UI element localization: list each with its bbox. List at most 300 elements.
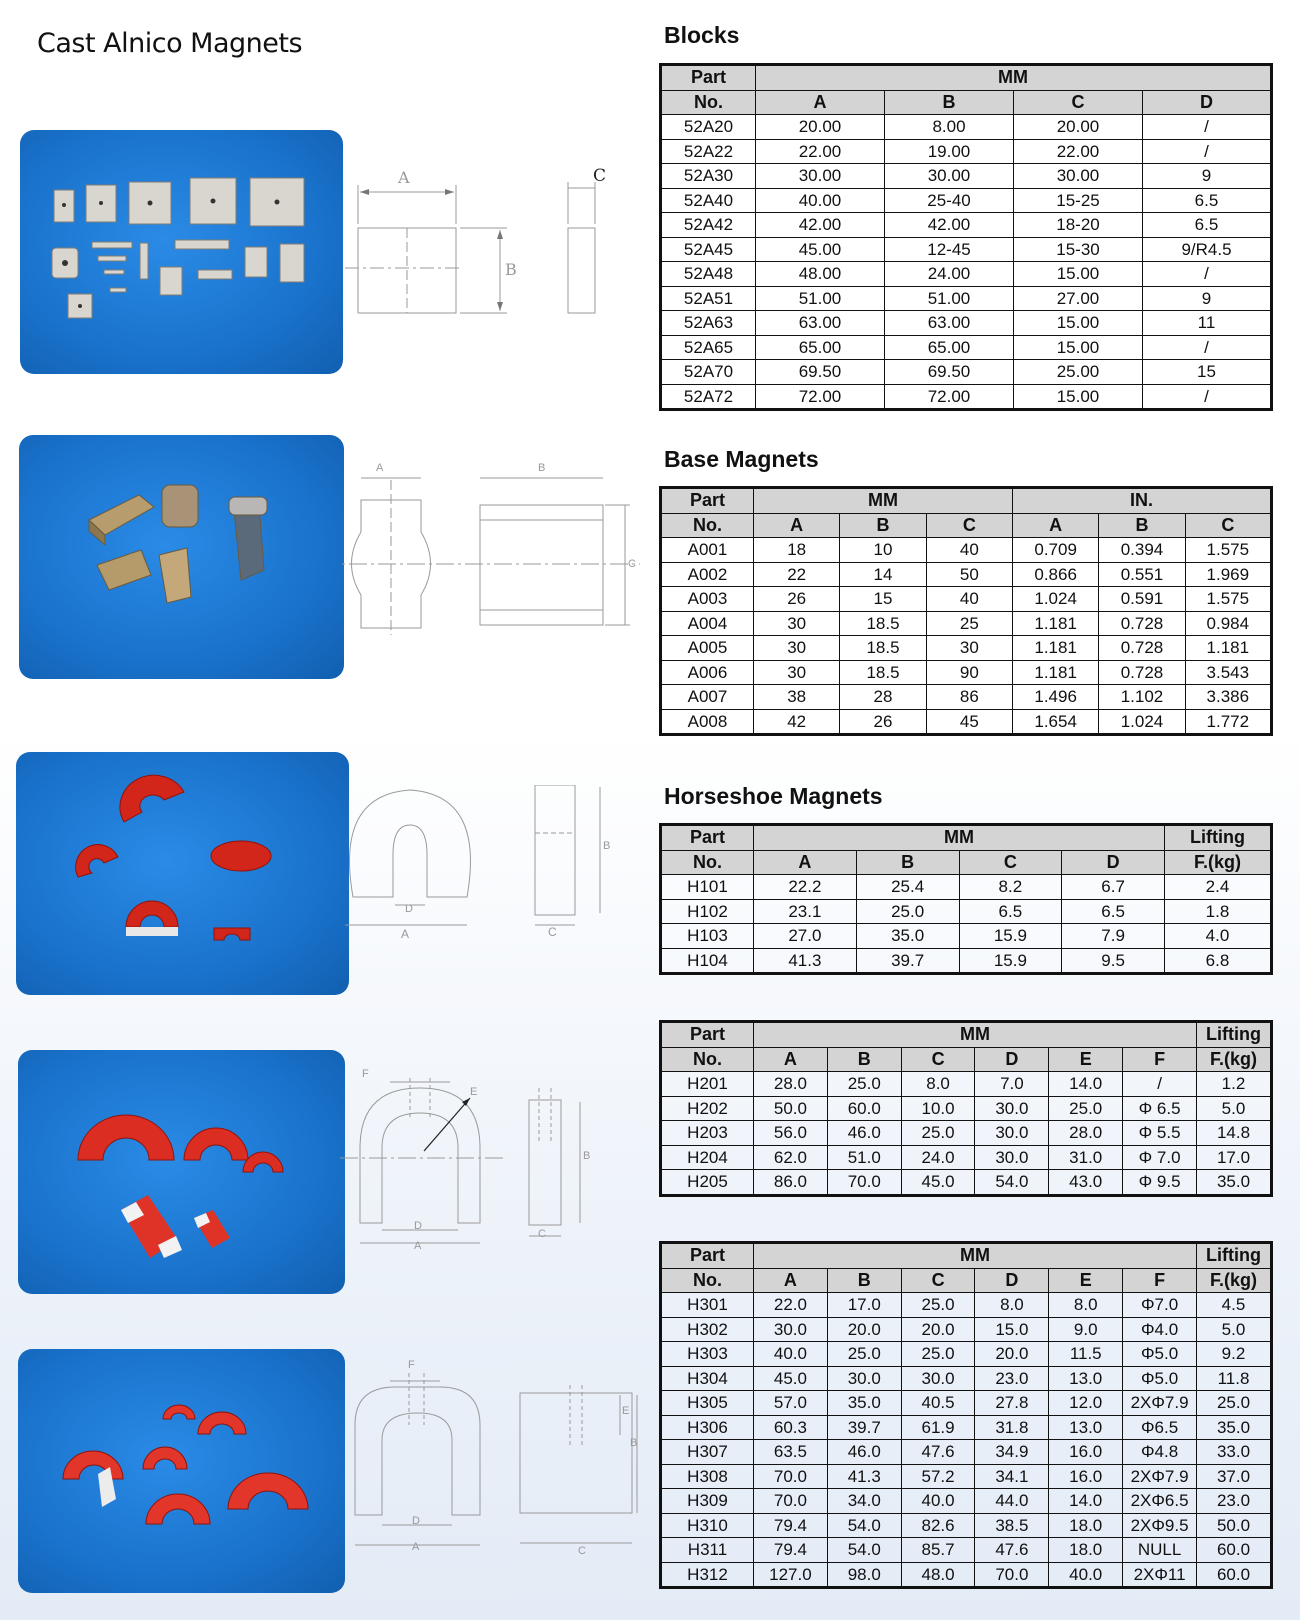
table-row bbox=[661, 286, 1272, 311]
value-cell: 0.728 bbox=[1099, 636, 1185, 661]
table-row bbox=[661, 1513, 1272, 1538]
value-cell: 62.0 bbox=[754, 1145, 828, 1170]
lifting-unit-header: F.(kg) bbox=[1197, 1268, 1272, 1293]
value-cell: 63.00 bbox=[756, 311, 885, 336]
no-header: No. bbox=[661, 90, 756, 115]
value-cell: 6.8 bbox=[1165, 948, 1272, 974]
value-cell: 18-20 bbox=[1014, 213, 1143, 238]
blocks-title: Blocks bbox=[664, 22, 740, 48]
part-number-cell: H204 bbox=[661, 1145, 754, 1170]
table-row bbox=[661, 899, 1272, 924]
value-cell: 86.0 bbox=[754, 1170, 828, 1196]
value-cell: Φ 7.0 bbox=[1123, 1145, 1197, 1170]
value-cell: Φ4.0 bbox=[1123, 1317, 1197, 1342]
value-cell: 0.728 bbox=[1099, 611, 1185, 636]
table-row bbox=[661, 924, 1272, 949]
table-row bbox=[661, 188, 1272, 213]
column-header: E bbox=[1049, 1047, 1123, 1072]
value-cell: 7.9 bbox=[1062, 924, 1165, 949]
table-row bbox=[661, 538, 1272, 563]
value-cell: 9 bbox=[1143, 164, 1272, 189]
part-number-cell: A001 bbox=[661, 538, 754, 563]
value-cell: 0.728 bbox=[1099, 660, 1185, 685]
value-cell: 30.0 bbox=[754, 1317, 828, 1342]
base-dim-b-label: B bbox=[538, 462, 546, 474]
value-cell: 30 bbox=[754, 636, 840, 661]
value-cell: 14.0 bbox=[1049, 1072, 1123, 1097]
part-number-cell: A006 bbox=[661, 660, 754, 685]
no-header: No. bbox=[661, 850, 754, 875]
part-number-cell: H201 bbox=[661, 1072, 754, 1097]
h300-drawing bbox=[340, 1359, 645, 1565]
base-dim-c-label: C bbox=[628, 558, 636, 570]
table-row bbox=[661, 115, 1272, 140]
table-row bbox=[661, 1145, 1272, 1170]
page-title: Cast Alnico Magnets bbox=[37, 28, 303, 59]
horseshoe-title: Horseshoe Magnets bbox=[664, 783, 883, 809]
base-dim-a-label: A bbox=[376, 462, 384, 474]
value-cell: 1.772 bbox=[1185, 709, 1271, 735]
part-number-cell: H310 bbox=[661, 1513, 754, 1538]
value-cell: 70.0 bbox=[754, 1489, 828, 1514]
value-cell: 2XΦ11 bbox=[1123, 1562, 1197, 1588]
value-cell: 1.575 bbox=[1185, 538, 1271, 563]
part-number-cell: A008 bbox=[661, 709, 754, 735]
value-cell: 51.00 bbox=[885, 286, 1014, 311]
table-row bbox=[661, 139, 1272, 164]
value-cell: 8.00 bbox=[885, 115, 1014, 140]
value-cell: 16.0 bbox=[1049, 1464, 1123, 1489]
value-cell: 25.0 bbox=[856, 899, 959, 924]
horseshoe-photo bbox=[16, 752, 349, 995]
value-cell: 13.0 bbox=[1049, 1366, 1123, 1391]
column-header: D bbox=[1143, 90, 1272, 115]
value-cell: 86 bbox=[926, 685, 1012, 710]
value-cell: 25-40 bbox=[885, 188, 1014, 213]
part-number-cell: 52A42 bbox=[661, 213, 756, 238]
value-cell: 45.00 bbox=[756, 237, 885, 262]
part-number-cell: 52A45 bbox=[661, 237, 756, 262]
value-cell: 2XΦ7.9 bbox=[1123, 1464, 1197, 1489]
column-header: C bbox=[1185, 513, 1271, 538]
table-row bbox=[661, 360, 1272, 385]
mm-header: MM bbox=[754, 1243, 1197, 1269]
value-cell: 1.575 bbox=[1185, 587, 1271, 612]
value-cell: 54.0 bbox=[827, 1513, 901, 1538]
value-cell: 25.4 bbox=[856, 875, 959, 900]
value-cell: 33.0 bbox=[1197, 1440, 1272, 1465]
value-cell: 16.0 bbox=[1049, 1440, 1123, 1465]
value-cell: 15-25 bbox=[1014, 188, 1143, 213]
part-header: Part bbox=[661, 825, 754, 851]
value-cell: 26 bbox=[840, 709, 926, 735]
column-header: B bbox=[827, 1047, 901, 1072]
value-cell: 20.0 bbox=[901, 1317, 975, 1342]
in-header: IN. bbox=[1012, 488, 1271, 514]
table-row bbox=[661, 587, 1272, 612]
value-cell: 6.5 bbox=[959, 899, 1062, 924]
value-cell: 41.3 bbox=[754, 948, 857, 974]
part-number-cell: H306 bbox=[661, 1415, 754, 1440]
h200-dim-f-label: F bbox=[362, 1068, 369, 1080]
blocks-dim-a-label: A bbox=[398, 168, 410, 187]
value-cell: 40.0 bbox=[901, 1489, 975, 1514]
value-cell: 8.2 bbox=[959, 875, 1062, 900]
horseshoe-drawing bbox=[345, 785, 645, 955]
value-cell: 25 bbox=[926, 611, 1012, 636]
table-row bbox=[661, 1415, 1272, 1440]
value-cell: 60.3 bbox=[754, 1415, 828, 1440]
h300-table bbox=[659, 1241, 1273, 1589]
column-header: A bbox=[756, 90, 885, 115]
value-cell: 30.0 bbox=[901, 1366, 975, 1391]
column-header: A bbox=[754, 1268, 828, 1293]
column-header: D bbox=[1062, 850, 1165, 875]
value-cell: 39.7 bbox=[856, 948, 959, 974]
h300-dim-c-label: C bbox=[578, 1545, 586, 1557]
value-cell: 1.2 bbox=[1197, 1072, 1272, 1097]
value-cell: 31.0 bbox=[1049, 1145, 1123, 1170]
value-cell: 19.00 bbox=[885, 139, 1014, 164]
h300-dim-d-label: D bbox=[412, 1515, 420, 1527]
part-number-cell: 52A30 bbox=[661, 164, 756, 189]
h200-dim-a-label: A bbox=[414, 1240, 422, 1252]
h200-table bbox=[659, 1020, 1273, 1197]
value-cell: 69.50 bbox=[756, 360, 885, 385]
base-title: Base Magnets bbox=[664, 446, 819, 472]
value-cell: 10 bbox=[840, 538, 926, 563]
value-cell: 8.0 bbox=[975, 1293, 1049, 1318]
table-row bbox=[661, 1293, 1272, 1318]
column-header: A bbox=[754, 850, 857, 875]
part-number-cell: H308 bbox=[661, 1464, 754, 1489]
value-cell: 18.5 bbox=[840, 611, 926, 636]
value-cell: 47.6 bbox=[975, 1538, 1049, 1563]
value-cell: 27.00 bbox=[1014, 286, 1143, 311]
value-cell: 14.0 bbox=[1049, 1489, 1123, 1514]
value-cell: 3.543 bbox=[1185, 660, 1271, 685]
column-header: E bbox=[1049, 1268, 1123, 1293]
value-cell: 15.00 bbox=[1014, 384, 1143, 410]
value-cell: 20.0 bbox=[975, 1342, 1049, 1367]
mm-header: MM bbox=[756, 65, 1272, 91]
value-cell: 56.0 bbox=[754, 1121, 828, 1146]
part-number-cell: A005 bbox=[661, 636, 754, 661]
value-cell: 48.0 bbox=[901, 1562, 975, 1588]
value-cell: 8.0 bbox=[901, 1072, 975, 1097]
value-cell: 25.0 bbox=[901, 1342, 975, 1367]
value-cell: 28 bbox=[840, 685, 926, 710]
part-number-cell: 52A65 bbox=[661, 335, 756, 360]
value-cell: 50 bbox=[926, 562, 1012, 587]
value-cell: 25.0 bbox=[1049, 1096, 1123, 1121]
value-cell: 8.0 bbox=[1049, 1293, 1123, 1318]
value-cell: 17.0 bbox=[1197, 1145, 1272, 1170]
table-row bbox=[661, 1096, 1272, 1121]
value-cell: 60.0 bbox=[827, 1096, 901, 1121]
value-cell: 45 bbox=[926, 709, 1012, 735]
mm-header: MM bbox=[754, 1022, 1197, 1048]
value-cell: 35.0 bbox=[1197, 1170, 1272, 1196]
value-cell: / bbox=[1143, 384, 1272, 410]
value-cell: 30.0 bbox=[975, 1121, 1049, 1146]
value-cell: 6.5 bbox=[1143, 188, 1272, 213]
value-cell: 44.0 bbox=[975, 1489, 1049, 1514]
table-row bbox=[661, 709, 1272, 735]
column-header: B bbox=[856, 850, 959, 875]
value-cell: 0.866 bbox=[1012, 562, 1098, 587]
value-cell: 22.00 bbox=[756, 139, 885, 164]
part-number-cell: H101 bbox=[661, 875, 754, 900]
value-cell: 60.0 bbox=[1197, 1562, 1272, 1588]
table-row bbox=[661, 384, 1272, 410]
value-cell: Φ5.0 bbox=[1123, 1342, 1197, 1367]
value-cell: 22.0 bbox=[754, 1293, 828, 1318]
value-cell: 9/R4.5 bbox=[1143, 237, 1272, 262]
value-cell: 70.0 bbox=[827, 1170, 901, 1196]
value-cell: 25.00 bbox=[1014, 360, 1143, 385]
table-row bbox=[661, 660, 1272, 685]
value-cell: 30 bbox=[926, 636, 1012, 661]
table-row bbox=[661, 1366, 1272, 1391]
table-row bbox=[661, 213, 1272, 238]
value-cell: 22.00 bbox=[1014, 139, 1143, 164]
column-header: F bbox=[1123, 1268, 1197, 1293]
value-cell: 14 bbox=[840, 562, 926, 587]
value-cell: 6.5 bbox=[1143, 213, 1272, 238]
value-cell: 5.0 bbox=[1197, 1317, 1272, 1342]
value-cell: 82.6 bbox=[901, 1513, 975, 1538]
value-cell: 0.591 bbox=[1099, 587, 1185, 612]
value-cell: 28.0 bbox=[1049, 1121, 1123, 1146]
value-cell: 22.2 bbox=[754, 875, 857, 900]
horseshoe-dim-d-label: D bbox=[405, 903, 413, 915]
part-header: Part bbox=[661, 1022, 754, 1048]
value-cell: 2XΦ7.9 bbox=[1123, 1391, 1197, 1416]
value-cell: / bbox=[1143, 115, 1272, 140]
table-row bbox=[661, 1072, 1272, 1097]
table-row bbox=[661, 1440, 1272, 1465]
lifting-unit-header: F.(kg) bbox=[1197, 1047, 1272, 1072]
blocks-dim-c-label: C bbox=[593, 166, 607, 186]
value-cell: 46.0 bbox=[827, 1440, 901, 1465]
value-cell: 63.5 bbox=[754, 1440, 828, 1465]
value-cell: 14.8 bbox=[1197, 1121, 1272, 1146]
value-cell: 25.0 bbox=[1197, 1391, 1272, 1416]
column-header: C bbox=[901, 1047, 975, 1072]
value-cell: 27.8 bbox=[975, 1391, 1049, 1416]
value-cell: 18 bbox=[754, 538, 840, 563]
part-number-cell: H301 bbox=[661, 1293, 754, 1318]
value-cell: 15.00 bbox=[1014, 262, 1143, 287]
value-cell: 1.181 bbox=[1185, 636, 1271, 661]
value-cell: 60.0 bbox=[1197, 1538, 1272, 1563]
value-cell: 35.0 bbox=[856, 924, 959, 949]
h200-dim-d-label: D bbox=[414, 1220, 422, 1232]
value-cell: 1.024 bbox=[1099, 709, 1185, 735]
value-cell: 6.7 bbox=[1062, 875, 1165, 900]
column-header: A bbox=[1012, 513, 1098, 538]
value-cell: 15 bbox=[840, 587, 926, 612]
part-number-cell: H309 bbox=[661, 1489, 754, 1514]
value-cell: 22 bbox=[754, 562, 840, 587]
value-cell: 25.0 bbox=[827, 1342, 901, 1367]
value-cell: 69.50 bbox=[885, 360, 1014, 385]
value-cell: 4.5 bbox=[1197, 1293, 1272, 1318]
value-cell: 1.181 bbox=[1012, 636, 1098, 661]
value-cell: Φ4.8 bbox=[1123, 1440, 1197, 1465]
h300-dim-e-label: E bbox=[622, 1405, 630, 1417]
table-row bbox=[661, 875, 1272, 900]
part-number-cell: H202 bbox=[661, 1096, 754, 1121]
value-cell: 38.5 bbox=[975, 1513, 1049, 1538]
column-header: C bbox=[901, 1268, 975, 1293]
part-header: Part bbox=[661, 488, 754, 514]
value-cell: 12.0 bbox=[1049, 1391, 1123, 1416]
value-cell: 34.0 bbox=[827, 1489, 901, 1514]
value-cell: 54.0 bbox=[827, 1538, 901, 1563]
value-cell: 70.0 bbox=[754, 1464, 828, 1489]
table-row bbox=[661, 636, 1272, 661]
value-cell: 23.1 bbox=[754, 899, 857, 924]
part-number-cell: H302 bbox=[661, 1317, 754, 1342]
horseshoe-dim-a-label: A bbox=[401, 927, 410, 941]
value-cell: 1.102 bbox=[1099, 685, 1185, 710]
lifting-unit-header: F.(kg) bbox=[1165, 850, 1272, 875]
base-photo bbox=[19, 435, 344, 679]
value-cell: 7.0 bbox=[975, 1072, 1049, 1097]
value-cell: 45.0 bbox=[754, 1366, 828, 1391]
value-cell: 2.4 bbox=[1165, 875, 1272, 900]
value-cell: 15 bbox=[1143, 360, 1272, 385]
table-row bbox=[661, 237, 1272, 262]
value-cell: Φ 5.5 bbox=[1123, 1121, 1197, 1146]
part-number-cell: H205 bbox=[661, 1170, 754, 1196]
column-header: A bbox=[754, 1047, 828, 1072]
value-cell: 1.496 bbox=[1012, 685, 1098, 710]
value-cell: 90 bbox=[926, 660, 1012, 685]
value-cell: 3.386 bbox=[1185, 685, 1271, 710]
value-cell: 26 bbox=[754, 587, 840, 612]
value-cell: 72.00 bbox=[885, 384, 1014, 410]
value-cell: 25.0 bbox=[827, 1072, 901, 1097]
table-row bbox=[661, 611, 1272, 636]
value-cell: 1.024 bbox=[1012, 587, 1098, 612]
value-cell: 9 bbox=[1143, 286, 1272, 311]
value-cell: 51.0 bbox=[827, 1145, 901, 1170]
value-cell: 5.0 bbox=[1197, 1096, 1272, 1121]
value-cell: 30 bbox=[754, 611, 840, 636]
part-number-cell: 52A40 bbox=[661, 188, 756, 213]
base-table bbox=[659, 486, 1273, 736]
value-cell: 30.0 bbox=[975, 1145, 1049, 1170]
table-row bbox=[661, 1317, 1272, 1342]
value-cell: 34.1 bbox=[975, 1464, 1049, 1489]
value-cell: 9.0 bbox=[1049, 1317, 1123, 1342]
value-cell: 31.8 bbox=[975, 1415, 1049, 1440]
part-number-cell: H102 bbox=[661, 899, 754, 924]
column-header: C bbox=[1014, 90, 1143, 115]
value-cell: Φ6.5 bbox=[1123, 1415, 1197, 1440]
horseshoe-dim-c-label: C bbox=[548, 925, 557, 939]
part-number-cell: 52A48 bbox=[661, 262, 756, 287]
part-header: Part bbox=[661, 65, 756, 91]
value-cell: 35.0 bbox=[1197, 1415, 1272, 1440]
part-number-cell: H305 bbox=[661, 1391, 754, 1416]
table-row bbox=[661, 1170, 1272, 1196]
value-cell: 0.394 bbox=[1099, 538, 1185, 563]
blocks-photo bbox=[20, 130, 343, 374]
part-header: Part bbox=[661, 1243, 754, 1269]
value-cell: 25.0 bbox=[901, 1293, 975, 1318]
column-header: F bbox=[1123, 1047, 1197, 1072]
h200-dim-b-label: B bbox=[583, 1150, 591, 1162]
table-row bbox=[661, 685, 1272, 710]
value-cell: 20.0 bbox=[827, 1317, 901, 1342]
value-cell: / bbox=[1123, 1072, 1197, 1097]
value-cell: 0.551 bbox=[1099, 562, 1185, 587]
value-cell: 0.984 bbox=[1185, 611, 1271, 636]
part-number-cell: 52A72 bbox=[661, 384, 756, 410]
value-cell: 20.00 bbox=[1014, 115, 1143, 140]
part-number-cell: H103 bbox=[661, 924, 754, 949]
no-header: No. bbox=[661, 513, 754, 538]
value-cell: 57.0 bbox=[754, 1391, 828, 1416]
column-header: D bbox=[975, 1268, 1049, 1293]
value-cell: 15-30 bbox=[1014, 237, 1143, 262]
part-number-cell: H312 bbox=[661, 1562, 754, 1588]
value-cell: 30.00 bbox=[1014, 164, 1143, 189]
table-row bbox=[661, 1391, 1272, 1416]
value-cell: 18.0 bbox=[1049, 1538, 1123, 1563]
value-cell: Φ 9.5 bbox=[1123, 1170, 1197, 1196]
value-cell: 1.181 bbox=[1012, 660, 1098, 685]
part-number-cell: H304 bbox=[661, 1366, 754, 1391]
lifting-header: Lifting bbox=[1197, 1243, 1272, 1269]
value-cell: 43.0 bbox=[1049, 1170, 1123, 1196]
value-cell: 28.0 bbox=[754, 1072, 828, 1097]
value-cell: 48.00 bbox=[756, 262, 885, 287]
part-number-cell: A004 bbox=[661, 611, 754, 636]
value-cell: 47.6 bbox=[901, 1440, 975, 1465]
value-cell: 40.0 bbox=[754, 1342, 828, 1367]
value-cell: 11.8 bbox=[1197, 1366, 1272, 1391]
value-cell: 30.0 bbox=[975, 1096, 1049, 1121]
value-cell: 11 bbox=[1143, 311, 1272, 336]
value-cell: Φ7.0 bbox=[1123, 1293, 1197, 1318]
h200-dim-e-label: E bbox=[470, 1086, 478, 1098]
horseshoe-dim-b-label: B bbox=[603, 840, 611, 852]
table-row bbox=[661, 948, 1272, 974]
part-number-cell: 52A63 bbox=[661, 311, 756, 336]
value-cell: 54.0 bbox=[975, 1170, 1049, 1196]
value-cell: 30.00 bbox=[756, 164, 885, 189]
table-row bbox=[661, 1538, 1272, 1563]
value-cell: 41.3 bbox=[827, 1464, 901, 1489]
value-cell: Φ5.0 bbox=[1123, 1366, 1197, 1391]
table-row bbox=[661, 1489, 1272, 1514]
part-number-cell: A007 bbox=[661, 685, 754, 710]
part-number-cell: 52A51 bbox=[661, 286, 756, 311]
part-number-cell: 52A70 bbox=[661, 360, 756, 385]
value-cell: 25.0 bbox=[901, 1121, 975, 1146]
value-cell: 2XΦ6.5 bbox=[1123, 1489, 1197, 1514]
blocks-drawing bbox=[345, 160, 625, 330]
h200-dim-c-label: C bbox=[538, 1228, 546, 1240]
value-cell: 1.969 bbox=[1185, 562, 1271, 587]
value-cell: 38 bbox=[754, 685, 840, 710]
value-cell: 40.5 bbox=[901, 1391, 975, 1416]
